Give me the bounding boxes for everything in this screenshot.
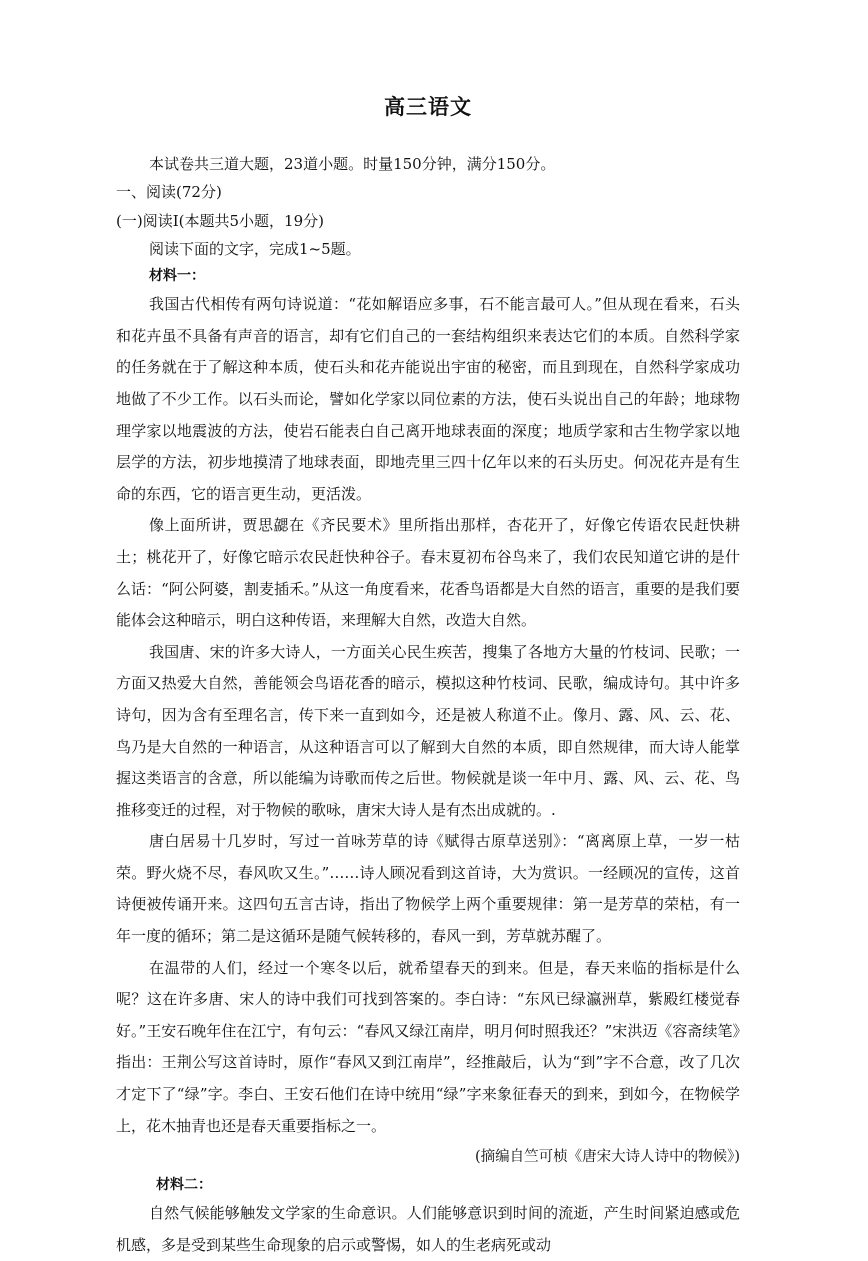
material-2-label: 材料二： <box>156 1177 212 1194</box>
material-2-paragraph: 自然气候能够触发文学家的生命意识。人们能够意识到时间的流逝，产生时间紧迫感或危机感，多是受到某些生命现象的启示或警惕，如人的生老病死或动 <box>116 1204 740 1254</box>
material-1-paragraph: 唐白居易十几岁时，写过一首咏芳草的诗《赋得古原草送别》：“离离原上草，一岁一枯荣。野火烧不尽，春风吹又生。”……诗人顾况看到这首诗，大为赏识。一经顾况的宣传，这首诗便被传诵开来。这四句五言古诗，指出了物候学上两个重要规律：第一是芳草的荣枯，有一年一度的循环；第二是这循环是随气候转移的，春风一到，芳草就苏醒了。 <box>116 832 740 946</box>
material-1-paragraph: 像上面所讲，贾思勰在《齐民要术》里所指出那样，杏花开了，好像它传语农民赶快耕土；桃花开了，好像它暗示农民赶快种谷子。春末夏初布谷鸟来了，我们农民知道它讲的是什么话：“阿公阿婆，割麦插禾。”从这一角度看来，花香鸟语都是大自然的语言，重要的是我们要能体会这种暗示，明白这种传语，来理解大自然，改造大自然。 <box>116 516 740 630</box>
material-1-label: 材料一： <box>149 268 205 285</box>
material-1-paragraph: 我国唐、宋的许多大诗人，一方面关心民生疾苦，搜集了各地方大量的竹枝词、民歌；一方面又热爱大自然，善能领会鸟语花香的暗示，模拟这种竹枝词、民歌，编成诗句。其中许多诗句，因为含有至理名言，传下来一直到如今，还是被人称道不止。像月、露、风、云、花、鸟乃是大自然的一种语言，从这种语言可以了解到大自然的本质，即自然规律，而大诗人能掌握这类语言的含意，所以能编为诗歌而传之后世。物候就是谈一年中月、露、风、云、花、鸟推移变迁的过程，对于物候的歌咏，唐宋大诗人是有杰出成就的。. <box>116 642 740 819</box>
material-1-body <box>116 289 740 1142</box>
section-heading-reading: 一、阅读(72分) <box>116 183 222 202</box>
subsection-heading-reading-1: (一)阅读Ⅰ(本题共5小题，19分) <box>116 211 324 230</box>
document-title: 高三语文 <box>384 95 472 119</box>
material-1-paragraph: 在温带的人们，经过一个寒冬以后，就希望春天的到来。但是，春天来临的指标是什么呢？这在许多唐、宋人的诗中我们可找到答案的。李白诗：“东风已绿瀛洲草，紫殿红楼觉春好。”王安石晚年住在江宁，有句云：“春风又绿江南岸，明月何时照我还？”宋洪迈《容斋续笔》指出：王荆公写这首诗时，原作“春风又到江南岸”，经推敲后，认为“到”字不合意，改了几次才定下了“绿”字。李白、王安石他们在诗中统用“绿”字来象征春天的到来，到如今，在物候学上，花木抽青也还是春天重要指标之一。 <box>116 958 740 1135</box>
material-1-source: (摘编自竺可桢《唐宋大诗人诗中的物候》) <box>474 1149 740 1166</box>
material-1-paragraph: 我国古代相传有两句诗说道：“花如解语应多事，石不能言最可人。”但从现在看来，石头和花卉虽不具备有声音的语言，却有它们自己的一套结构组织来表达它们的本质。自然科学家的任务就在于了解这种本质，使石头和花卉能说出宇宙的秘密，而且到现在，自然科学家成功地做了不少工作。以石头而论，譬如化学家以同位素的方法，使石头说出自己的年龄；地球物理学家以地震波的方法，使岩石能表白自己离开地球表面的深度；地质学家和古生物学家以地层学的方法，初步地摸清了地球表面，即地壳里三四十亿年以来的石头历史。何况花卉是有生命的东西，它的语言更生动，更活泼。 <box>116 295 740 503</box>
exam-intro: 本试卷共三道大题，23道小题。时量150分钟，满分150分。 <box>149 155 556 173</box>
reading-instruction: 阅读下面的文字，完成1~5题。 <box>149 239 361 258</box>
